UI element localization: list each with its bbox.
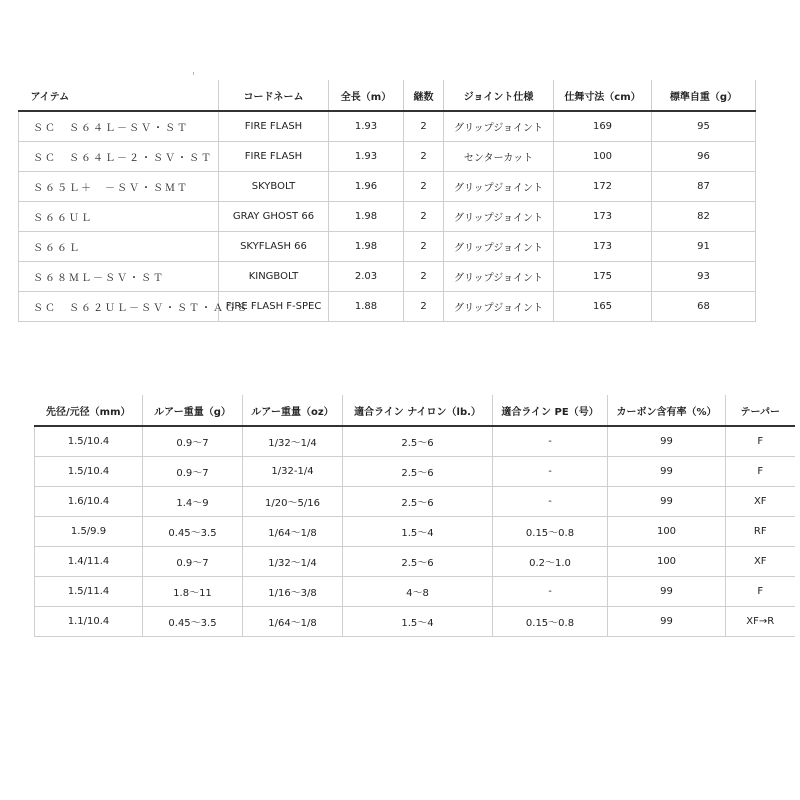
cell-carbon: 100	[608, 517, 726, 547]
cell-diameter: 1.5/9.9	[35, 517, 143, 547]
cell-taper: F	[726, 577, 795, 607]
cell-taper: XF	[726, 547, 795, 577]
cell-item: Ｓ６８ＭＬ－ＳＶ・ＳＴ	[19, 262, 219, 292]
cell-nylon: 2.5～6	[343, 487, 493, 517]
cell-lure-oz: 1/64～1/8	[243, 517, 343, 547]
cell-length: 1.88	[329, 292, 404, 322]
cell-joint: グリップジョイント	[444, 172, 554, 202]
header-line-pe: 適合ライン PE（号）	[493, 395, 608, 426]
cell-lure-g: 0.45～3.5	[143, 517, 243, 547]
cell-item: ＳＣ Ｓ６２ＵＬ－ＳＶ・ＳＴ・ＡＧＳ	[19, 292, 219, 322]
cell-pe: -	[493, 577, 608, 607]
cell-lure-g: 0.9～7	[143, 426, 243, 457]
table-row	[19, 172, 756, 202]
cell-weight: 82	[652, 202, 756, 232]
table-row	[19, 292, 756, 322]
table-row	[35, 457, 795, 487]
cell-closed-length: 173	[554, 202, 652, 232]
cell-length: 1.93	[329, 142, 404, 172]
table-row	[19, 202, 756, 232]
cell-diameter: 1.1/10.4	[35, 607, 143, 637]
cell-carbon: 100	[608, 547, 726, 577]
cell-closed-length: 173	[554, 232, 652, 262]
cell-weight: 87	[652, 172, 756, 202]
table-row	[35, 487, 795, 517]
cell-joint: グリップジョイント	[444, 292, 554, 322]
cell-lure-oz: 1/16～3/8	[243, 577, 343, 607]
header-joint: ジョイント仕様	[444, 80, 554, 111]
spec-table-2	[34, 395, 795, 637]
cell-lure-oz: 1/20～5/16	[243, 487, 343, 517]
cell-carbon: 99	[608, 487, 726, 517]
header-line-nylon: 適合ライン ナイロン（lb.）	[343, 395, 493, 426]
cell-taper: F	[726, 457, 795, 487]
cell-diameter: 1.5/10.4	[35, 426, 143, 457]
header-pieces: 継数	[404, 80, 444, 111]
header-codename: コードネーム	[219, 80, 329, 111]
cell-item: Ｓ６６Ｌ	[19, 232, 219, 262]
cell-joint: グリップジョイント	[444, 262, 554, 292]
cell-taper: XF	[726, 487, 795, 517]
cell-pieces: 2	[404, 142, 444, 172]
cell-pieces: 2	[404, 111, 444, 142]
cell-item: ＳＣ Ｓ６４Ｌ－２・ＳＶ・ＳＴ	[19, 142, 219, 172]
cell-item: Ｓ６５Ｌ＋ －ＳＶ・ＳＭＴ	[19, 172, 219, 202]
cell-item: ＳＣ Ｓ６４Ｌ－ＳＶ・ＳＴ	[19, 111, 219, 142]
cell-lure-g: 1.8～11	[143, 577, 243, 607]
cell-pe: -	[493, 487, 608, 517]
cell-carbon: 99	[608, 426, 726, 457]
header-item: アイテム	[19, 80, 219, 111]
cell-lure-g: 0.45～3.5	[143, 607, 243, 637]
cell-nylon: 4～8	[343, 577, 493, 607]
cell-joint: グリップジョイント	[444, 232, 554, 262]
table-row	[35, 547, 795, 577]
cell-taper: RF	[726, 517, 795, 547]
cell-carbon: 99	[608, 577, 726, 607]
table-row	[35, 607, 795, 637]
cell-lure-oz: 1/32-1/4	[243, 457, 343, 487]
cell-nylon: 1.5～4	[343, 517, 493, 547]
cell-pieces: 2	[404, 262, 444, 292]
cell-length: 2.03	[329, 262, 404, 292]
spec-table-1	[18, 80, 756, 322]
cell-lure-oz: 1/32～1/4	[243, 547, 343, 577]
cell-weight: 93	[652, 262, 756, 292]
cell-diameter: 1.4/11.4	[35, 547, 143, 577]
cell-nylon: 2.5～6	[343, 547, 493, 577]
cell-pe: 0.15～0.8	[493, 517, 608, 547]
cell-taper: F	[726, 426, 795, 457]
cell-pe: 0.15～0.8	[493, 607, 608, 637]
cell-length: 1.96	[329, 172, 404, 202]
cell-pieces: 2	[404, 172, 444, 202]
header-tip-butt-diameter: 先径/元径（mm）	[35, 395, 143, 426]
cell-diameter: 1.5/10.4	[35, 457, 143, 487]
cell-pieces: 2	[404, 202, 444, 232]
cell-closed-length: 172	[554, 172, 652, 202]
cell-codename: SKYFLASH 66	[219, 232, 329, 262]
cell-codename: FIRE FLASH	[219, 142, 329, 172]
cell-joint: グリップジョイント	[444, 202, 554, 232]
header-taper: テーパー	[726, 395, 795, 426]
cell-joint: センターカット	[444, 142, 554, 172]
cell-closed-length: 175	[554, 262, 652, 292]
header-lure-weight-g: ルアー重量（g）	[143, 395, 243, 426]
cell-codename: FIRE FLASH F-SPEC	[219, 292, 329, 322]
cell-carbon: 99	[608, 607, 726, 637]
header-length: 全長（m）	[329, 80, 404, 111]
cell-item: Ｓ６６ＵＬ	[19, 202, 219, 232]
table1-header-row	[19, 80, 756, 111]
table-row	[19, 232, 756, 262]
table2-header-row	[35, 395, 795, 426]
cell-codename: FIRE FLASH	[219, 111, 329, 142]
header-carbon-content: カーボン含有率（%）	[608, 395, 726, 426]
cell-pe: -	[493, 426, 608, 457]
cell-weight: 96	[652, 142, 756, 172]
cell-lure-oz: 1/64～1/8	[243, 607, 343, 637]
cell-weight: 91	[652, 232, 756, 262]
cell-closed-length: 165	[554, 292, 652, 322]
cell-closed-length: 100	[554, 142, 652, 172]
cell-nylon: 2.5～6	[343, 426, 493, 457]
cell-diameter: 1.5/11.4	[35, 577, 143, 607]
table-row	[19, 262, 756, 292]
cell-diameter: 1.6/10.4	[35, 487, 143, 517]
header-weight: 標準自重（g）	[652, 80, 756, 111]
cell-length: 1.98	[329, 232, 404, 262]
cell-lure-oz: 1/32～1/4	[243, 426, 343, 457]
cell-lure-g: 0.9～7	[143, 547, 243, 577]
cell-lure-g: 0.9～7	[143, 457, 243, 487]
cell-pe: -	[493, 457, 608, 487]
cell-length: 1.98	[329, 202, 404, 232]
cell-weight: 68	[652, 292, 756, 322]
cell-taper: XF→R	[726, 607, 795, 637]
table-row	[35, 577, 795, 607]
header-closed-length: 仕舞寸法（cm）	[554, 80, 652, 111]
decorative-tick	[193, 72, 194, 75]
cell-nylon: 2.5～6	[343, 457, 493, 487]
table-row	[35, 426, 795, 457]
cell-pieces: 2	[404, 232, 444, 262]
cell-codename: GRAY GHOST 66	[219, 202, 329, 232]
cell-lure-g: 1.4～9	[143, 487, 243, 517]
cell-joint: グリップジョイント	[444, 111, 554, 142]
cell-weight: 95	[652, 111, 756, 142]
header-lure-weight-oz: ルアー重量（oz）	[243, 395, 343, 426]
cell-codename: SKYBOLT	[219, 172, 329, 202]
table-row	[19, 111, 756, 142]
table-row	[35, 517, 795, 547]
cell-length: 1.93	[329, 111, 404, 142]
cell-carbon: 99	[608, 457, 726, 487]
cell-pieces: 2	[404, 292, 444, 322]
table-row	[19, 142, 756, 172]
cell-closed-length: 169	[554, 111, 652, 142]
cell-pe: 0.2～1.0	[493, 547, 608, 577]
cell-nylon: 1.5～4	[343, 607, 493, 637]
cell-codename: KINGBOLT	[219, 262, 329, 292]
